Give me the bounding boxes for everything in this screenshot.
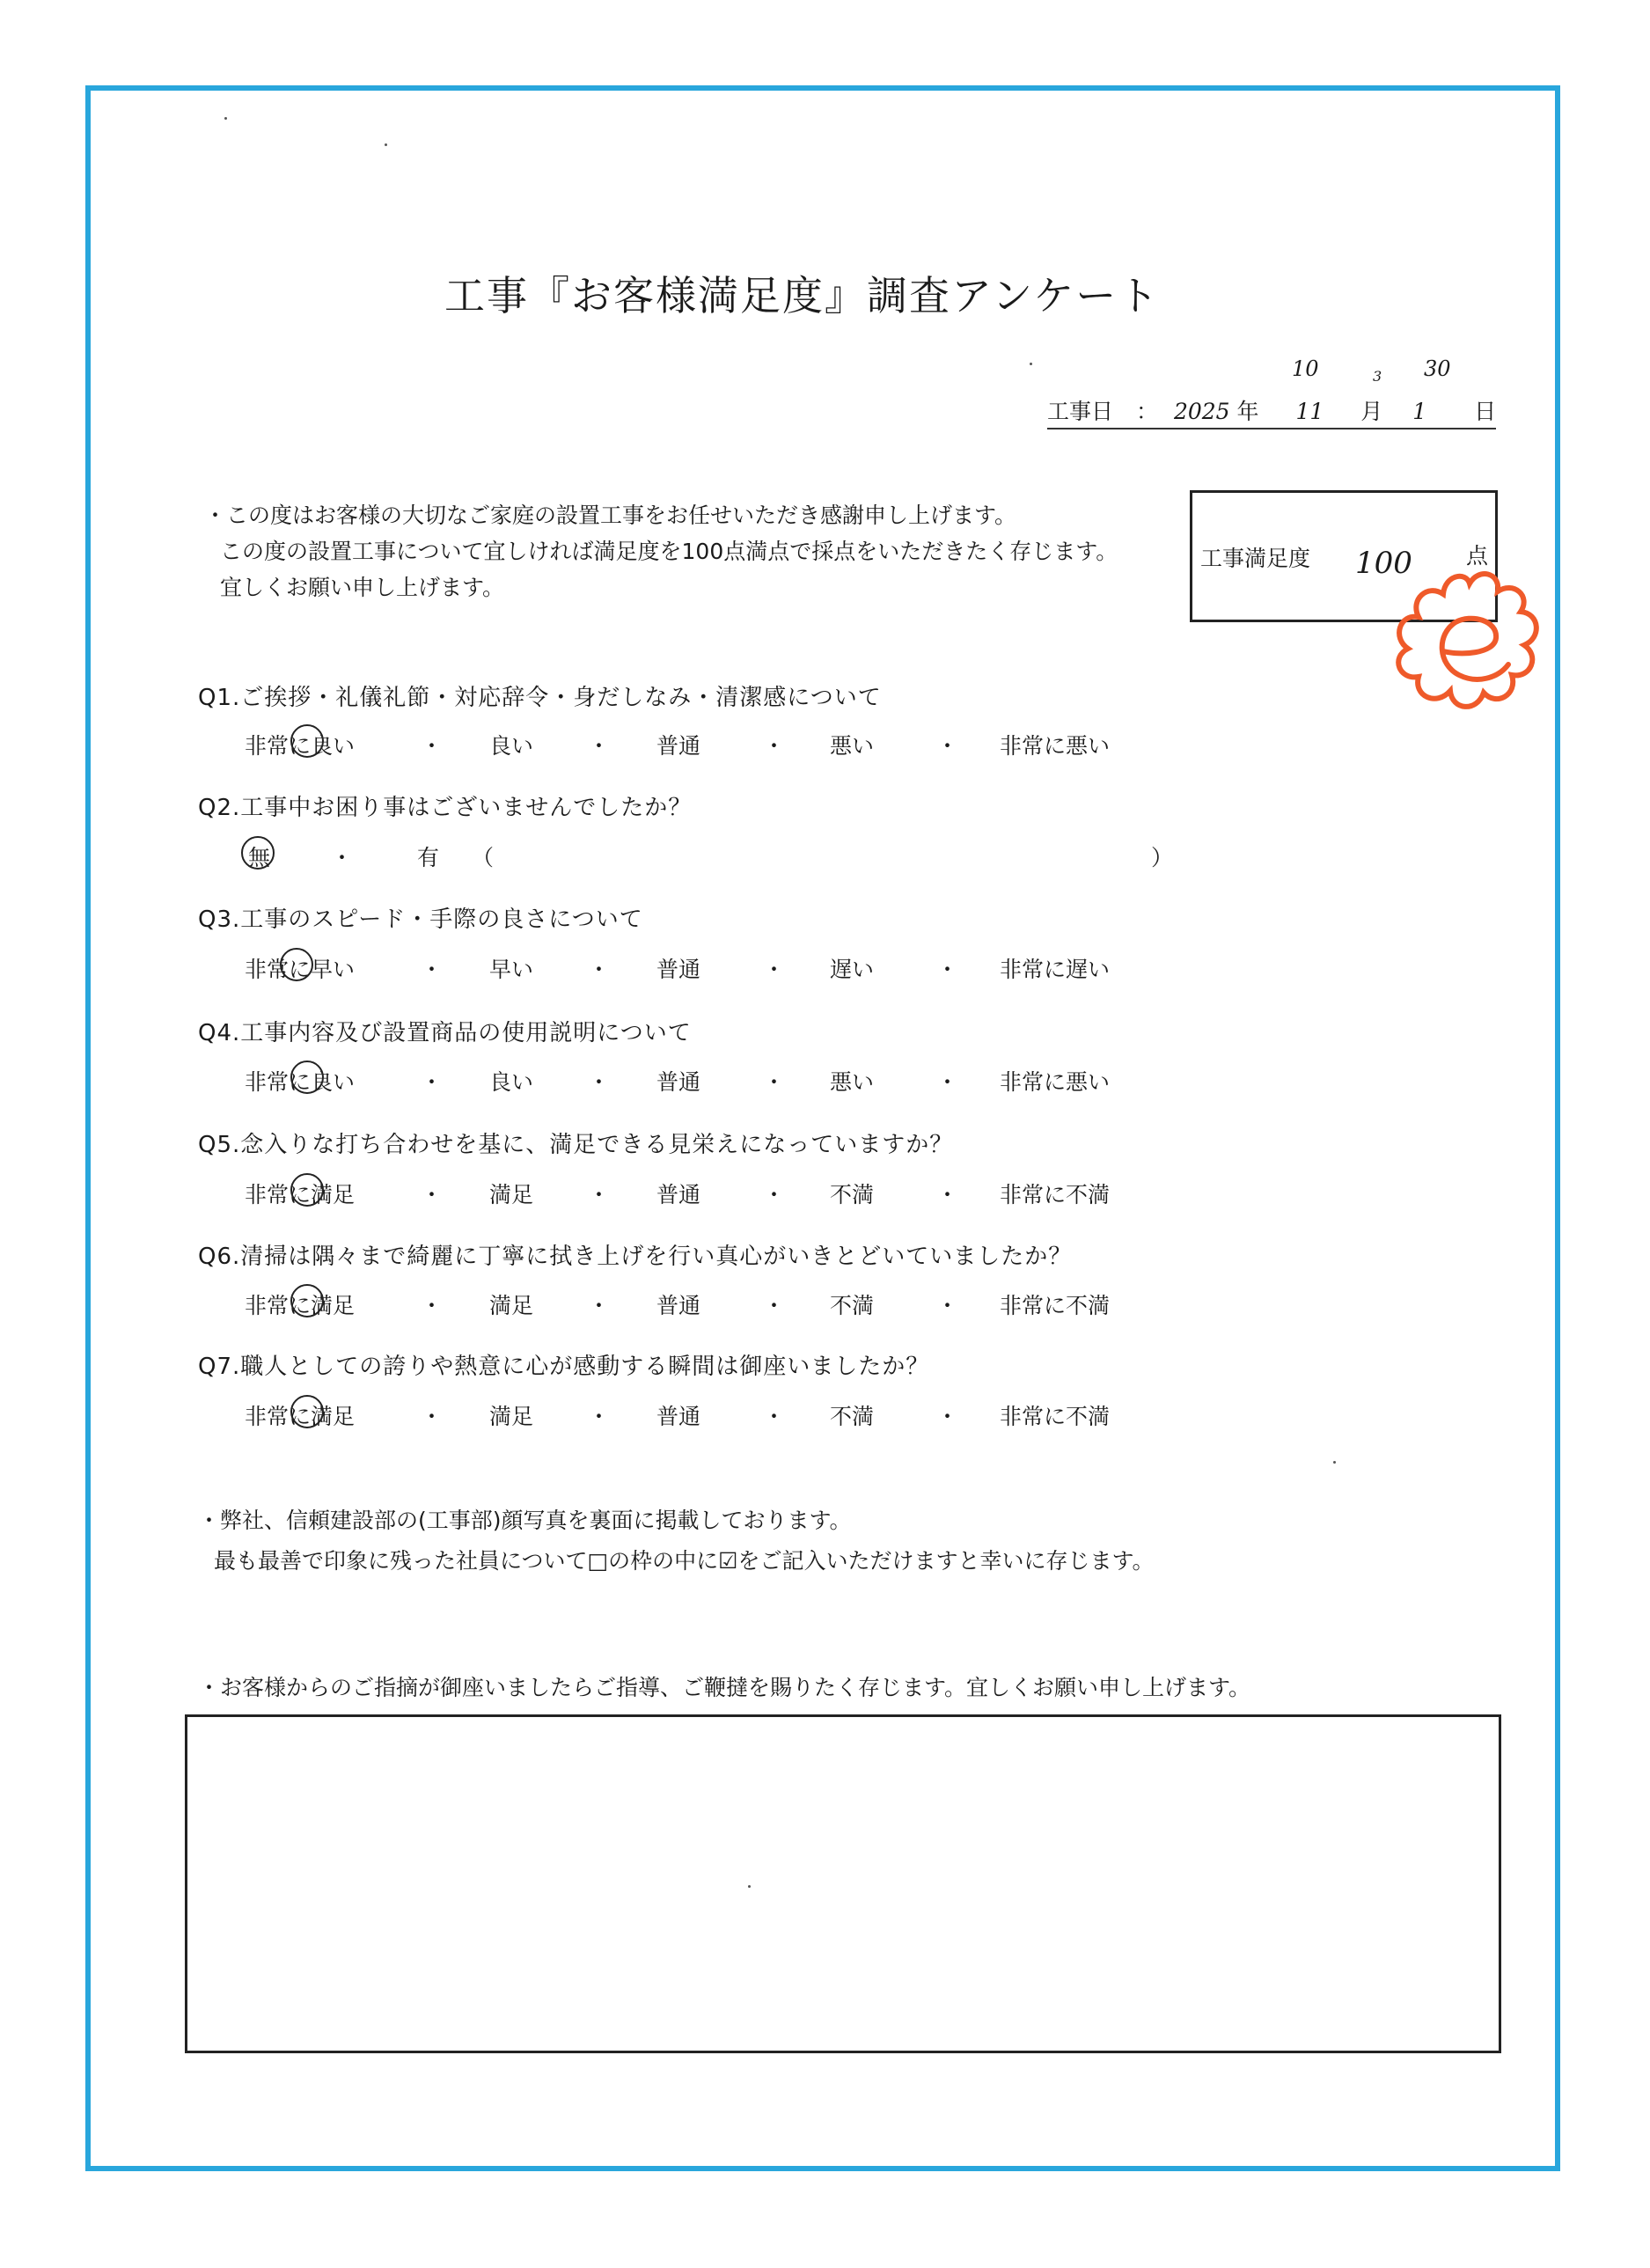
comment-prompt: ・お客様からのご指摘が御座いましたらご指導、ご鞭撻を賜りたく存じます。宜しくお願い申し上げます。 [198,1675,1251,1700]
q3-option-very-fast[interactable]: 非常に早い [245,957,356,982]
question-2: Q2.工事中お困り事はございませんでしたか？ [198,795,693,821]
selection-circle-icon [280,948,313,981]
score-label: 工事満足度 [1200,546,1311,571]
separator: ・ [763,1069,786,1095]
q2-option-yes[interactable]: 有 [417,845,440,870]
separator: ・ [588,1404,611,1429]
separator: ・ [421,733,444,759]
staff-notice [198,1501,1155,1582]
intro-line: 宜しくお願い申し上げます。 [220,575,505,600]
question-4: Q4.工事内容及び設置商品の使用説明について [198,1020,692,1046]
q1-option-good[interactable]: 良い [489,733,534,759]
question-3: Q3.工事のスピード・手際の良さについて [198,906,643,933]
q1-option-bad[interactable]: 悪い [830,733,875,759]
survey-title: 工事『お客様満足度』調査アンケート [444,272,1161,319]
q3-option-fast[interactable]: 早い [489,957,534,982]
date-day-unit: 日 [1474,399,1497,424]
comment-box[interactable] [185,1714,1501,2053]
separator: ・ [763,957,786,982]
score-value[interactable]: 100 [1355,546,1412,581]
q5-option-unsatisfied[interactable]: 不満 [830,1182,875,1207]
option-label: 非常に良い [245,733,356,759]
date-month-unit: 月 [1360,399,1383,424]
q6-option-very-satisfied[interactable]: 非常に満足 [245,1293,356,1318]
question-5: Q5.念入りな打ち合わせを基に、満足できる見栄えになっていますか？ [198,1132,954,1158]
q4-option-normal[interactable]: 普通 [656,1069,701,1095]
separator: ・ [421,1293,444,1318]
question-1: Q1.ご挨拶・礼儀礼節・対応辞令・身だしなみ・清潔感について [198,685,882,711]
score-unit: 点 [1466,543,1489,569]
date-year-unit: 年 [1236,399,1259,424]
q2-option-none[interactable]: 無 [248,845,271,870]
question-7: Q7.職人としての誇りや熱意に心が感動する瞬間は御座いましたか？ [198,1354,930,1380]
q7-option-normal[interactable]: 普通 [656,1404,701,1429]
separator: ・ [763,1293,786,1318]
q4-option-bad[interactable]: 悪い [830,1069,875,1095]
separator: ・ [421,957,444,982]
separator: ・ [588,957,611,982]
notice-line: ・弊社、信頼建設部の(工事部)顔写真を裏面に掲載しております。 [198,1508,852,1533]
handwritten-day-correction: 30 [1424,356,1451,381]
open-paren: （ [472,845,495,870]
q4-option-very-good[interactable]: 非常に良い [245,1069,356,1095]
date-label: 工事日 [1047,399,1114,424]
separator: ・ [421,1182,444,1207]
q1-option-normal[interactable]: 普通 [656,733,701,759]
handwritten-month-correction: 10 [1292,356,1319,381]
scan-speck [1333,1461,1336,1464]
scan-speck [385,143,387,146]
selection-circle-icon [290,1395,324,1428]
q6-option-satisfied[interactable]: 満足 [489,1293,534,1318]
separator: ・ [588,1069,611,1095]
separator: ・ [421,1404,444,1429]
q5-option-normal[interactable]: 普通 [656,1182,701,1207]
close-paren: ） [1151,845,1174,870]
separator: ・ [936,1293,959,1318]
q5-option-satisfied[interactable]: 満足 [489,1182,534,1207]
question-6: Q6.清掃は隅々まで綺麗に丁寧に拭き上げを行い真心がいきとどいていましたか？ [198,1244,1073,1270]
q1-option-very-bad[interactable]: 非常に悪い [1000,733,1111,759]
scan-speck [224,117,227,120]
q3-option-normal[interactable]: 普通 [656,957,701,982]
q7-option-unsatisfied[interactable]: 不満 [830,1404,875,1429]
separator: ・ [936,1069,959,1095]
date-month: 11 [1295,399,1324,424]
separator: ・ [936,1182,959,1207]
q7-option-very-satisfied[interactable]: 非常に満足 [245,1404,356,1429]
selection-circle-icon [290,1173,324,1207]
selection-circle-icon [290,724,324,758]
q6-option-very-unsatisfied[interactable]: 非常に不満 [1000,1293,1111,1318]
intro-line: この度の設置工事について宜しければ満足度を100点満点で採点をいただきたく存じます。 [220,539,1118,564]
scan-speck [748,1885,751,1888]
date-year: 2025 [1173,399,1230,424]
separator: ・ [588,1182,611,1207]
q3-option-very-slow[interactable]: 非常に遅い [1000,957,1111,982]
hanamaru-stamp-icon [1390,568,1549,722]
selection-circle-icon [290,1061,324,1094]
q5-option-very-satisfied[interactable]: 非常に満足 [245,1182,356,1207]
scan-speck [1030,363,1032,365]
separator: ・ [763,1404,786,1429]
q4-option-very-bad[interactable]: 非常に悪い [1000,1069,1111,1095]
separator: ・ [763,1182,786,1207]
separator: ・ [763,733,786,759]
q7-option-satisfied[interactable]: 満足 [489,1404,534,1429]
q7-option-very-unsatisfied[interactable]: 非常に不満 [1000,1404,1111,1429]
q6-option-normal[interactable]: 普通 [656,1293,701,1318]
selection-circle-icon [290,1284,324,1317]
notice-line: 最も最善で印象に残った社員について□の枠の中に☑をご記入いただけますと幸いに存じます。 [214,1548,1155,1574]
separator: ・ [936,733,959,759]
construction-date [1047,394,1496,429]
date-separator: ： [1135,399,1158,424]
selection-circle-icon [241,836,275,870]
separator: ・ [421,1069,444,1095]
separator: ・ [936,957,959,982]
handwritten-mark: 3 [1373,368,1382,385]
q6-option-unsatisfied[interactable]: 不満 [830,1293,875,1318]
intro-line: ・この度はお客様の大切なご家庭の設置工事をお任せいただき感謝申し上げます。 [204,503,1017,528]
date-day: 1 [1412,399,1427,424]
separator: ・ [588,733,611,759]
intro-text [204,497,1118,606]
separator: ・ [331,845,354,870]
q5-option-very-unsatisfied[interactable]: 非常に不満 [1000,1182,1111,1207]
separator: ・ [936,1404,959,1429]
q3-option-slow[interactable]: 遅い [830,957,875,982]
separator: ・ [588,1293,611,1318]
q4-option-good[interactable]: 良い [489,1069,534,1095]
